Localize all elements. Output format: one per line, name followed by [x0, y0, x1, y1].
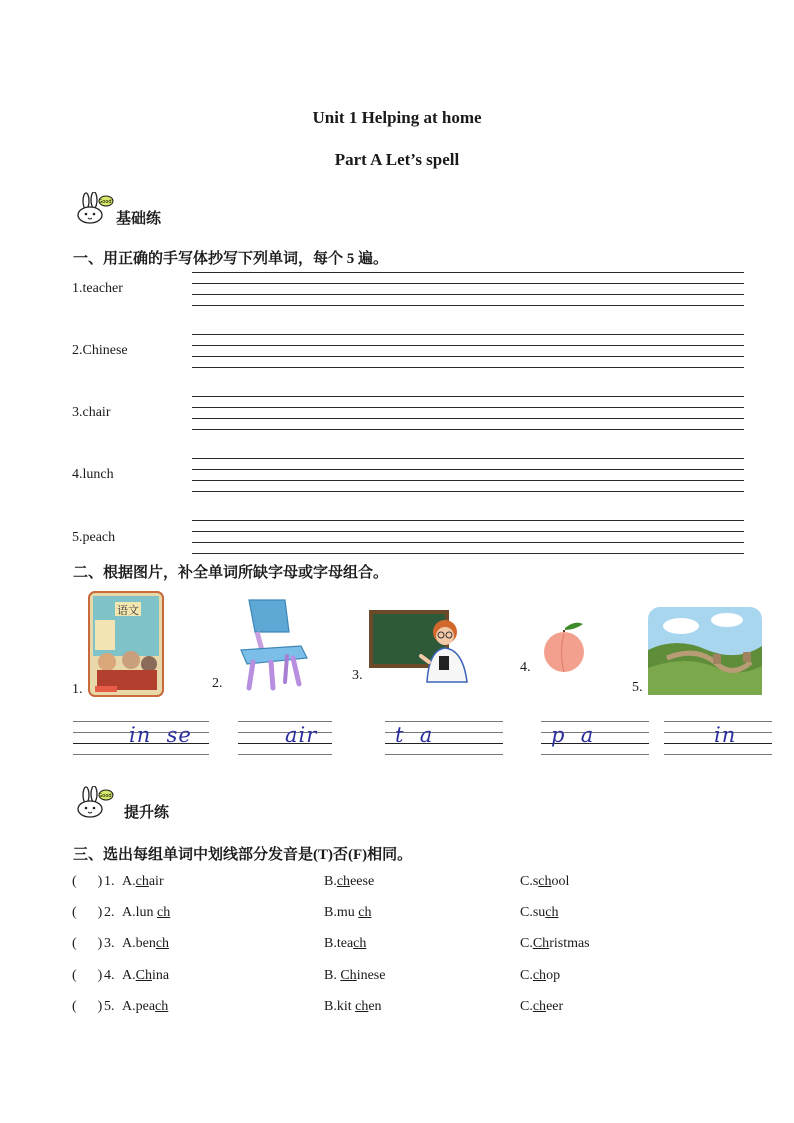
question-row: [72, 874, 752, 894]
copy-writing-lines[interactable]: [192, 396, 744, 429]
answer-paren[interactable]: ( ): [72, 968, 103, 983]
picture-item-4: [520, 618, 593, 676]
copy-word-label: 4.lunch: [72, 467, 114, 482]
copy-word-label: 3.chair: [72, 405, 111, 420]
question-row: [72, 968, 752, 988]
bunny-icon: [74, 192, 114, 224]
picture-item-2: [212, 596, 317, 692]
chair-icon: [227, 596, 317, 692]
answer-paren[interactable]: ( ): [72, 874, 103, 889]
question-row: [72, 999, 752, 1019]
picture-number: 4.: [520, 660, 531, 675]
badge-basic: [74, 192, 162, 227]
badge-basic-label: 基础练: [116, 211, 162, 227]
picture-number: 2.: [212, 676, 223, 691]
word-fragment: air: [285, 723, 318, 747]
picture-number: 1.: [72, 682, 83, 697]
question-number: 3.: [104, 936, 115, 951]
word-fragment: p a: [551, 723, 595, 747]
option-c: C.chop: [520, 968, 561, 983]
word-fragment: in: [714, 723, 737, 747]
fill-blank-2[interactable]: [238, 721, 332, 755]
picture-number: 5.: [632, 680, 643, 695]
option-a: A.chair: [122, 874, 164, 889]
word-fragment: t a: [395, 723, 434, 747]
fill-blank-4[interactable]: [541, 721, 649, 755]
copy-writing-lines[interactable]: [192, 520, 744, 553]
option-c: C.such: [520, 905, 559, 920]
copy-word-label: 1.teacher: [72, 281, 123, 296]
option-b: B.mu ch: [324, 905, 372, 920]
question-number: 2.: [104, 905, 115, 920]
copy-writing-lines[interactable]: [192, 272, 744, 305]
fill-blank-1[interactable]: [73, 721, 209, 755]
question-row: [72, 936, 752, 956]
textbook-title: 语文: [116, 604, 139, 617]
textbook-icon: [87, 590, 165, 698]
copy-word-label: 5.peach: [72, 530, 116, 545]
fill-blank-3[interactable]: [385, 721, 503, 755]
badge-tag: Good!: [98, 793, 114, 799]
badge-advanced: [74, 786, 170, 821]
question-number: 5.: [104, 999, 115, 1014]
picture-item-5: [632, 606, 763, 696]
answer-paren[interactable]: ( ): [72, 905, 103, 920]
option-b: B. Chinese: [324, 968, 386, 983]
option-a: A.lun ch: [122, 905, 171, 920]
option-b: B.teach: [324, 936, 367, 951]
question-row: [72, 905, 752, 925]
badge-tag: Good!: [98, 199, 114, 205]
copy-writing-lines[interactable]: [192, 334, 744, 367]
question-number: 4.: [104, 968, 115, 983]
copy-word-label: 2.Chinese: [72, 343, 128, 358]
great-wall-icon: [647, 606, 763, 696]
picture-item-3: [352, 606, 473, 684]
fill-blank-5[interactable]: [664, 721, 772, 755]
option-c: C.cheer: [520, 999, 564, 1014]
picture-item-1: [72, 590, 165, 698]
question-number: 1.: [104, 874, 115, 889]
answer-paren[interactable]: ( ): [72, 999, 103, 1014]
option-a: A.bench: [122, 936, 170, 951]
word-fragment: in se: [129, 723, 192, 747]
option-c: C.Christmas: [520, 936, 590, 951]
option-b: B.cheese: [324, 874, 375, 889]
page-title: Unit 1 Helping at home: [312, 108, 482, 127]
badge-advanced-label: 提升练: [124, 805, 170, 821]
copy-writing-lines[interactable]: [192, 458, 744, 491]
teacher-icon: [367, 606, 473, 684]
section2-heading: 二、根据图片，补全单词所缺字母或字母组合。: [73, 565, 389, 581]
peach-icon: [535, 618, 593, 676]
picture-number: 3.: [352, 668, 363, 683]
section1-heading: 一、用正确的手写体抄写下列单词，每个 5 遍。: [73, 251, 389, 267]
option-b: B.kit chen: [324, 999, 382, 1014]
bunny-icon: [74, 786, 114, 818]
option-a: A.peach: [122, 999, 169, 1014]
option-a: A.China: [122, 968, 170, 983]
answer-paren[interactable]: ( ): [72, 936, 103, 951]
section3-heading: 三、选出每组单词中划线部分发音是(T)否(F)相同。: [73, 847, 413, 863]
page-subtitle: Part A Let’s spell: [334, 150, 460, 169]
option-c: C.school: [520, 874, 570, 889]
